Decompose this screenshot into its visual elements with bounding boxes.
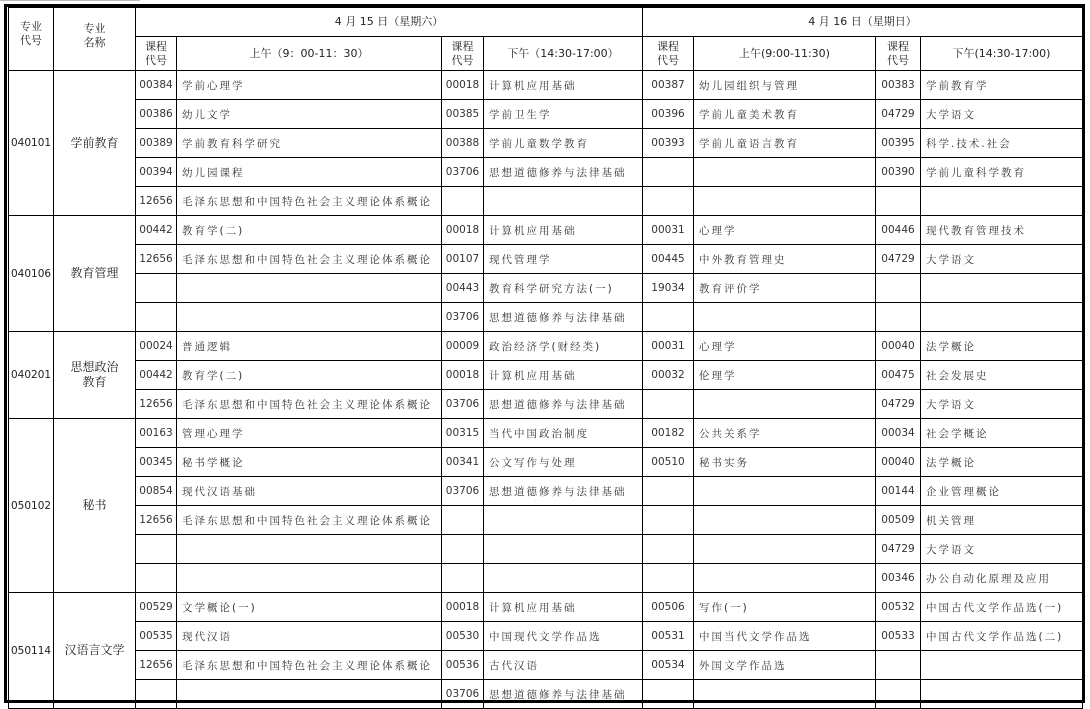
course-code-cell: 00163 xyxy=(136,419,177,448)
course-code-cell: 00535 xyxy=(136,622,177,651)
course-code-cell: 00395 xyxy=(876,129,921,158)
table-row xyxy=(9,622,1083,651)
course-name-cell: 计算机应用基础 xyxy=(484,593,643,622)
course-name-cell: 中国现代文学作品选 xyxy=(484,622,643,651)
course-code-cell: 00531 xyxy=(643,622,694,651)
header-day2-pm-code xyxy=(876,37,921,71)
table-row xyxy=(9,419,1083,448)
course-code-cell: 00442 xyxy=(136,361,177,390)
header-day2-am: 上午(9:00-11:30) xyxy=(694,37,876,71)
major-code: 050114 xyxy=(9,593,54,709)
course-name-cell: 幼儿园组织与管理 xyxy=(694,71,876,100)
course-name-cell: 文学概论(一) xyxy=(177,593,442,622)
course-code-cell: 00144 xyxy=(876,477,921,506)
course-code-cell: 00018 xyxy=(442,216,484,245)
course-code-cell: 00315 xyxy=(442,419,484,448)
course-code-cell: 00388 xyxy=(442,129,484,158)
major-name xyxy=(54,419,136,593)
header-day2-pm: 下午(14:30-17:00) xyxy=(921,37,1083,71)
course-name-cell: 外国文学作品选 xyxy=(694,651,876,680)
course-code-cell xyxy=(442,535,484,564)
course-code-cell xyxy=(643,390,694,419)
course-code-cell: 12656 xyxy=(136,390,177,419)
course-code-cell: 12656 xyxy=(136,506,177,535)
course-name-cell xyxy=(694,303,876,332)
course-code-cell xyxy=(136,564,177,593)
course-code-cell xyxy=(876,274,921,303)
course-code-cell: 00346 xyxy=(876,564,921,593)
course-name-cell: 当代中国政治制度 xyxy=(484,419,643,448)
course-code-cell: 00018 xyxy=(442,361,484,390)
course-name-cell xyxy=(694,390,876,419)
course-code-cell: 00529 xyxy=(136,593,177,622)
course-code-cell: 00396 xyxy=(643,100,694,129)
course-name-cell xyxy=(921,651,1083,680)
course-name-cell: 思想道德修养与法律基础 xyxy=(484,680,643,709)
header-major-code xyxy=(9,8,54,71)
course-name-cell: 教育科学研究方法(一) xyxy=(484,274,643,303)
course-code-cell: 04729 xyxy=(876,100,921,129)
course-code-cell: 03706 xyxy=(442,303,484,332)
course-code-cell: 03706 xyxy=(442,680,484,709)
course-code-cell: 00040 xyxy=(876,332,921,361)
course-code-cell xyxy=(442,187,484,216)
course-code-cell: 12656 xyxy=(136,651,177,680)
course-code-cell: 00385 xyxy=(442,100,484,129)
major-code: 040101 xyxy=(9,71,54,216)
course-name-cell: 教育学(二) xyxy=(177,361,442,390)
course-code-cell: 03706 xyxy=(442,158,484,187)
course-code-label-line1: 课程 xyxy=(657,39,679,53)
course-code-cell: 00009 xyxy=(442,332,484,361)
course-code-cell: 00031 xyxy=(643,332,694,361)
course-name-cell xyxy=(484,564,643,593)
course-name-cell: 思想道德修养与法律基础 xyxy=(484,158,643,187)
course-code-cell: 00389 xyxy=(136,129,177,158)
course-code-cell: 00107 xyxy=(442,245,484,274)
course-name-cell xyxy=(484,187,643,216)
course-code-cell: 04729 xyxy=(876,390,921,419)
header-major-name-line2: 名称 xyxy=(83,36,106,49)
course-code-cell: 00534 xyxy=(643,651,694,680)
course-name-cell: 企业管理概论 xyxy=(921,477,1083,506)
course-code-label-line2: 代号 xyxy=(145,53,167,67)
table-row xyxy=(9,245,1083,274)
course-name-cell: 学前儿童科学教育 xyxy=(921,158,1083,187)
course-code-cell xyxy=(876,187,921,216)
major-code: 050102 xyxy=(9,419,54,593)
header-major-code-line1: 专业 xyxy=(20,20,42,33)
course-name-cell: 毛泽东思想和中国特色社会主义理论体系概论 xyxy=(177,245,442,274)
header-day1-pm: 下午（14:30-17:00） xyxy=(484,37,643,71)
course-name-cell: 大学语文 xyxy=(921,245,1083,274)
header-day1-am-code xyxy=(136,37,177,71)
course-code-cell xyxy=(136,274,177,303)
course-name-cell: 公文写作与处理 xyxy=(484,448,643,477)
course-code-cell: 00533 xyxy=(876,622,921,651)
course-name-cell: 现代教育管理技术 xyxy=(921,216,1083,245)
course-name-cell xyxy=(694,680,876,709)
course-name-cell: 思想道德修养与法律基础 xyxy=(484,303,643,332)
course-name-cell: 管理心理学 xyxy=(177,419,442,448)
course-name-cell: 学前卫生学 xyxy=(484,100,643,129)
course-name-cell: 社会发展史 xyxy=(921,361,1083,390)
course-name-cell: 计算机应用基础 xyxy=(484,361,643,390)
major-name-line1: 秘书 xyxy=(82,498,107,512)
header-day2-date: 4 月 16 日（星期日） xyxy=(643,8,1083,37)
course-name-cell: 社会学概论 xyxy=(921,419,1083,448)
course-name-cell: 办公自动化原理及应用 xyxy=(921,564,1083,593)
major-name-line1: 学前教育 xyxy=(70,135,119,150)
table-row xyxy=(9,506,1083,535)
course-name-cell: 计算机应用基础 xyxy=(484,71,643,100)
course-code-cell: 00854 xyxy=(136,477,177,506)
table-row xyxy=(9,274,1083,303)
course-code-cell: 12656 xyxy=(136,245,177,274)
table-row xyxy=(9,390,1083,419)
course-name-cell: 现代管理学 xyxy=(484,245,643,274)
major-name-line2: 教育 xyxy=(82,375,107,389)
course-name-cell: 公共关系学 xyxy=(694,419,876,448)
course-code-cell: 19034 xyxy=(643,274,694,303)
course-code-cell xyxy=(876,303,921,332)
course-name-cell: 教育学(二) xyxy=(177,216,442,245)
table-row xyxy=(9,477,1083,506)
course-name-cell: 幼儿园课程 xyxy=(177,158,442,187)
course-code-cell xyxy=(643,187,694,216)
table-row xyxy=(9,187,1083,216)
table-row xyxy=(9,680,1083,709)
major-name-line1: 汉语言文学 xyxy=(64,643,125,657)
course-name-cell: 中外教育管理史 xyxy=(694,245,876,274)
table-row xyxy=(9,71,1083,100)
course-code-cell: 00384 xyxy=(136,71,177,100)
major-name xyxy=(54,593,136,709)
exam-schedule-table xyxy=(8,7,1083,709)
table-row xyxy=(9,535,1083,564)
major-code: 040201 xyxy=(9,332,54,419)
course-code-label-line2: 代号 xyxy=(887,53,909,67)
course-code-cell: 00530 xyxy=(442,622,484,651)
course-name-cell: 学前儿童美术教育 xyxy=(694,100,876,129)
table-row xyxy=(9,216,1083,245)
table-row xyxy=(9,593,1083,622)
header-day1-pm-code xyxy=(442,37,484,71)
course-code-cell xyxy=(643,477,694,506)
schedule-body xyxy=(9,71,1083,709)
course-code-cell: 00443 xyxy=(442,274,484,303)
course-name-cell: 毛泽东思想和中国特色社会主义理论体系概论 xyxy=(177,187,442,216)
course-code-cell: 00393 xyxy=(643,129,694,158)
course-name-cell: 学前儿童数学教育 xyxy=(484,129,643,158)
course-name-cell: 思想道德修养与法律基础 xyxy=(484,477,643,506)
course-name-cell: 中国古代文学作品选(二) xyxy=(921,622,1083,651)
course-name-cell: 中国古代文学作品选(一) xyxy=(921,593,1083,622)
course-name-cell xyxy=(694,477,876,506)
course-name-cell xyxy=(921,274,1083,303)
major-name-line1: 思想政治 xyxy=(70,360,119,374)
course-code-cell: 00040 xyxy=(876,448,921,477)
course-code-cell: 00446 xyxy=(876,216,921,245)
course-name-cell xyxy=(921,303,1083,332)
course-name-cell xyxy=(694,506,876,535)
course-name-cell: 学前儿童语言教育 xyxy=(694,129,876,158)
course-code-label-line1: 课程 xyxy=(887,39,909,53)
course-name-cell: 教育评价学 xyxy=(694,274,876,303)
course-code-cell: 03706 xyxy=(442,390,484,419)
header-major-name-line1: 专业 xyxy=(83,22,106,35)
table-row xyxy=(9,651,1083,680)
course-name-cell xyxy=(694,158,876,187)
course-code-label-line1: 课程 xyxy=(451,39,474,53)
course-name-cell: 大学语文 xyxy=(921,535,1083,564)
course-code-cell xyxy=(643,535,694,564)
course-name-cell xyxy=(177,274,442,303)
major-name-line1: 教育管理 xyxy=(70,266,119,280)
course-name-cell: 写作(一) xyxy=(694,593,876,622)
header-day1-am: 上午（9：00-11：30） xyxy=(177,37,442,71)
major-name xyxy=(54,216,136,332)
course-name-cell xyxy=(921,187,1083,216)
course-code-cell: 00475 xyxy=(876,361,921,390)
course-name-cell xyxy=(694,187,876,216)
course-code-cell: 00387 xyxy=(643,71,694,100)
course-code-cell: 00024 xyxy=(136,332,177,361)
table-row xyxy=(9,158,1083,187)
course-name-cell: 法学概论 xyxy=(921,332,1083,361)
course-code-cell xyxy=(442,564,484,593)
course-code-label-line1: 课程 xyxy=(145,39,167,53)
course-name-cell: 学前教育科学研究 xyxy=(177,129,442,158)
course-name-cell: 心理学 xyxy=(694,332,876,361)
page-top-edge-line xyxy=(0,0,140,1)
table-row xyxy=(9,448,1083,477)
course-code-cell: 00031 xyxy=(643,216,694,245)
course-name-cell xyxy=(177,564,442,593)
course-code-cell xyxy=(876,651,921,680)
course-name-cell xyxy=(177,303,442,332)
table-row xyxy=(9,129,1083,158)
course-code-cell: 00445 xyxy=(643,245,694,274)
course-name-cell: 幼儿文学 xyxy=(177,100,442,129)
course-name-cell: 古代汉语 xyxy=(484,651,643,680)
course-code-cell xyxy=(643,506,694,535)
course-code-cell: 00182 xyxy=(643,419,694,448)
course-code-cell xyxy=(876,680,921,709)
course-name-cell: 毛泽东思想和中国特色社会主义理论体系概论 xyxy=(177,651,442,680)
course-code-cell: 04729 xyxy=(876,245,921,274)
course-code-cell: 04729 xyxy=(876,535,921,564)
course-name-cell: 现代汉语 xyxy=(177,622,442,651)
course-code-label-line2: 代号 xyxy=(451,53,474,67)
course-name-cell: 政治经济学(财经类) xyxy=(484,332,643,361)
major-code: 040106 xyxy=(9,216,54,332)
major-name xyxy=(54,332,136,419)
course-name-cell: 现代汉语基础 xyxy=(177,477,442,506)
header-day2-am-code xyxy=(643,37,694,71)
course-code-cell: 00536 xyxy=(442,651,484,680)
course-name-cell: 伦理学 xyxy=(694,361,876,390)
course-code-label-line2: 代号 xyxy=(657,53,679,67)
course-code-cell xyxy=(643,303,694,332)
course-name-cell: 机关管理 xyxy=(921,506,1083,535)
course-code-cell xyxy=(136,535,177,564)
course-code-cell xyxy=(643,564,694,593)
course-code-cell xyxy=(643,680,694,709)
course-name-cell: 大学语文 xyxy=(921,390,1083,419)
course-name-cell xyxy=(177,535,442,564)
course-name-cell: 法学概论 xyxy=(921,448,1083,477)
course-code-cell: 00509 xyxy=(876,506,921,535)
major-name xyxy=(54,71,136,216)
course-name-cell: 毛泽东思想和中国特色社会主义理论体系概论 xyxy=(177,390,442,419)
course-code-cell xyxy=(442,506,484,535)
table-row xyxy=(9,564,1083,593)
course-code-cell: 00018 xyxy=(442,71,484,100)
course-name-cell xyxy=(177,680,442,709)
course-name-cell: 中国当代文学作品选 xyxy=(694,622,876,651)
course-code-cell: 12656 xyxy=(136,187,177,216)
course-name-cell xyxy=(484,506,643,535)
header-major-name xyxy=(54,8,136,71)
course-name-cell: 计算机应用基础 xyxy=(484,216,643,245)
course-code-cell xyxy=(136,680,177,709)
course-code-cell: 00394 xyxy=(136,158,177,187)
course-code-cell: 00018 xyxy=(442,593,484,622)
course-name-cell xyxy=(484,535,643,564)
course-name-cell: 大学语文 xyxy=(921,100,1083,129)
header-major-code-line2: 代号 xyxy=(20,34,42,47)
course-code-cell: 00390 xyxy=(876,158,921,187)
course-name-cell xyxy=(694,535,876,564)
table-row xyxy=(9,303,1083,332)
header-day1-date: 4 月 15 日（星期六） xyxy=(136,8,643,37)
course-code-cell: 00442 xyxy=(136,216,177,245)
course-name-cell xyxy=(921,680,1083,709)
course-code-cell: 00383 xyxy=(876,71,921,100)
course-name-cell: 思想道德修养与法律基础 xyxy=(484,390,643,419)
course-name-cell: 心理学 xyxy=(694,216,876,245)
course-code-cell: 03706 xyxy=(442,477,484,506)
course-name-cell: 秘书实务 xyxy=(694,448,876,477)
course-code-cell xyxy=(643,158,694,187)
table-row xyxy=(9,100,1083,129)
table-row xyxy=(9,361,1083,390)
table-row xyxy=(9,332,1083,361)
course-name-cell: 毛泽东思想和中国特色社会主义理论体系概论 xyxy=(177,506,442,535)
course-name-cell: 学前教育学 xyxy=(921,71,1083,100)
course-name-cell: 普通逻辑 xyxy=(177,332,442,361)
course-code-cell xyxy=(136,303,177,332)
course-name-cell: 科学.技术.社会 xyxy=(921,129,1083,158)
course-code-cell: 00506 xyxy=(643,593,694,622)
course-name-cell: 学前心理学 xyxy=(177,71,442,100)
course-code-cell: 00032 xyxy=(643,361,694,390)
course-code-cell: 00034 xyxy=(876,419,921,448)
course-code-cell: 00532 xyxy=(876,593,921,622)
course-code-cell: 00345 xyxy=(136,448,177,477)
course-code-cell: 00341 xyxy=(442,448,484,477)
course-name-cell xyxy=(694,564,876,593)
course-code-cell: 00510 xyxy=(643,448,694,477)
course-name-cell: 秘书学概论 xyxy=(177,448,442,477)
course-code-cell: 00386 xyxy=(136,100,177,129)
